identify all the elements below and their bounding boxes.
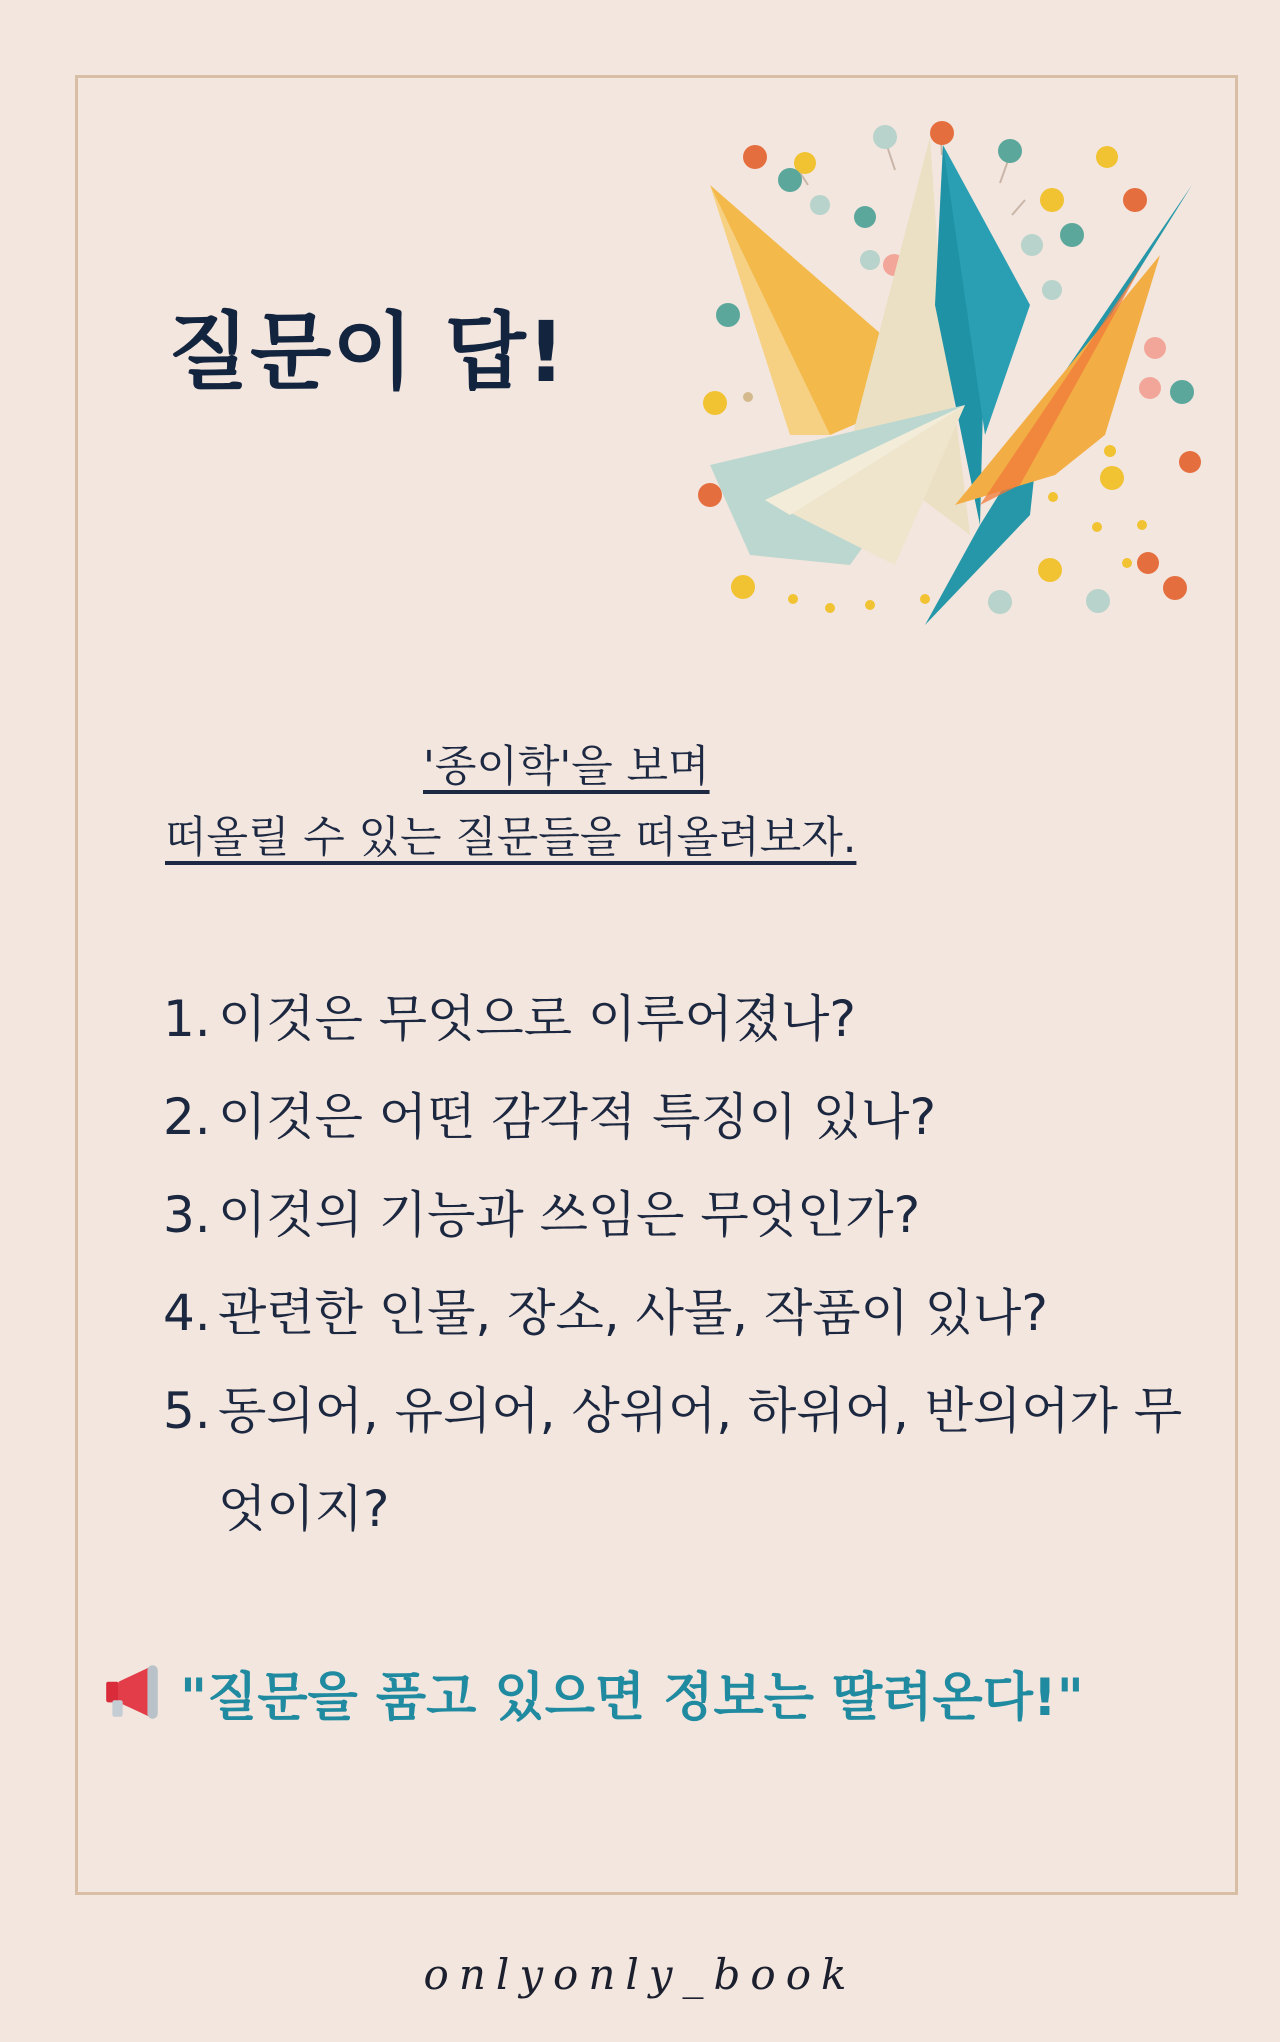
subtitle-line-2: 떠올릴 수 있는 질문들을 떠올려보자.: [165, 812, 857, 863]
question-number: 4.: [163, 1284, 211, 1342]
list-item: [163, 1264, 1203, 1362]
subtitle: [165, 732, 1115, 874]
subtitle-line-1: '종이학'을 보며: [423, 742, 710, 792]
account-handle: onlyonly_book: [423, 1950, 857, 1999]
list-item: [163, 1068, 1203, 1166]
question-number: 1.: [163, 990, 211, 1048]
question-list: [163, 970, 1203, 1558]
question-number: 3.: [163, 1186, 211, 1244]
quote-banner: [100, 1657, 1210, 1727]
page-title: 질문이 답!: [168, 303, 567, 401]
question-text: 이것의 기능과 쓰임은 무엇인가?: [218, 1186, 921, 1244]
question-number: 2.: [163, 1088, 211, 1146]
quote-text: "질문을 품고 있으면 정보는 딸려온다!": [180, 1667, 1084, 1728]
list-item: [163, 1166, 1203, 1264]
question-text: 동의어, 유의어, 상위어, 하위어, 반의어가 무엇이지?: [218, 1382, 1183, 1538]
paper-crane-illustration: [680, 105, 1220, 625]
list-item: [163, 970, 1203, 1068]
question-number: 5.: [163, 1382, 211, 1440]
list-item: [163, 1362, 1203, 1558]
question-text: 이것은 어떤 감각적 특징이 있나?: [218, 1088, 937, 1146]
question-text: 관련한 인물, 장소, 사물, 작품이 있나?: [218, 1284, 1048, 1342]
question-text: 이것은 무엇으로 이루어졌나?: [218, 990, 856, 1048]
megaphone-icon: [100, 1659, 166, 1725]
